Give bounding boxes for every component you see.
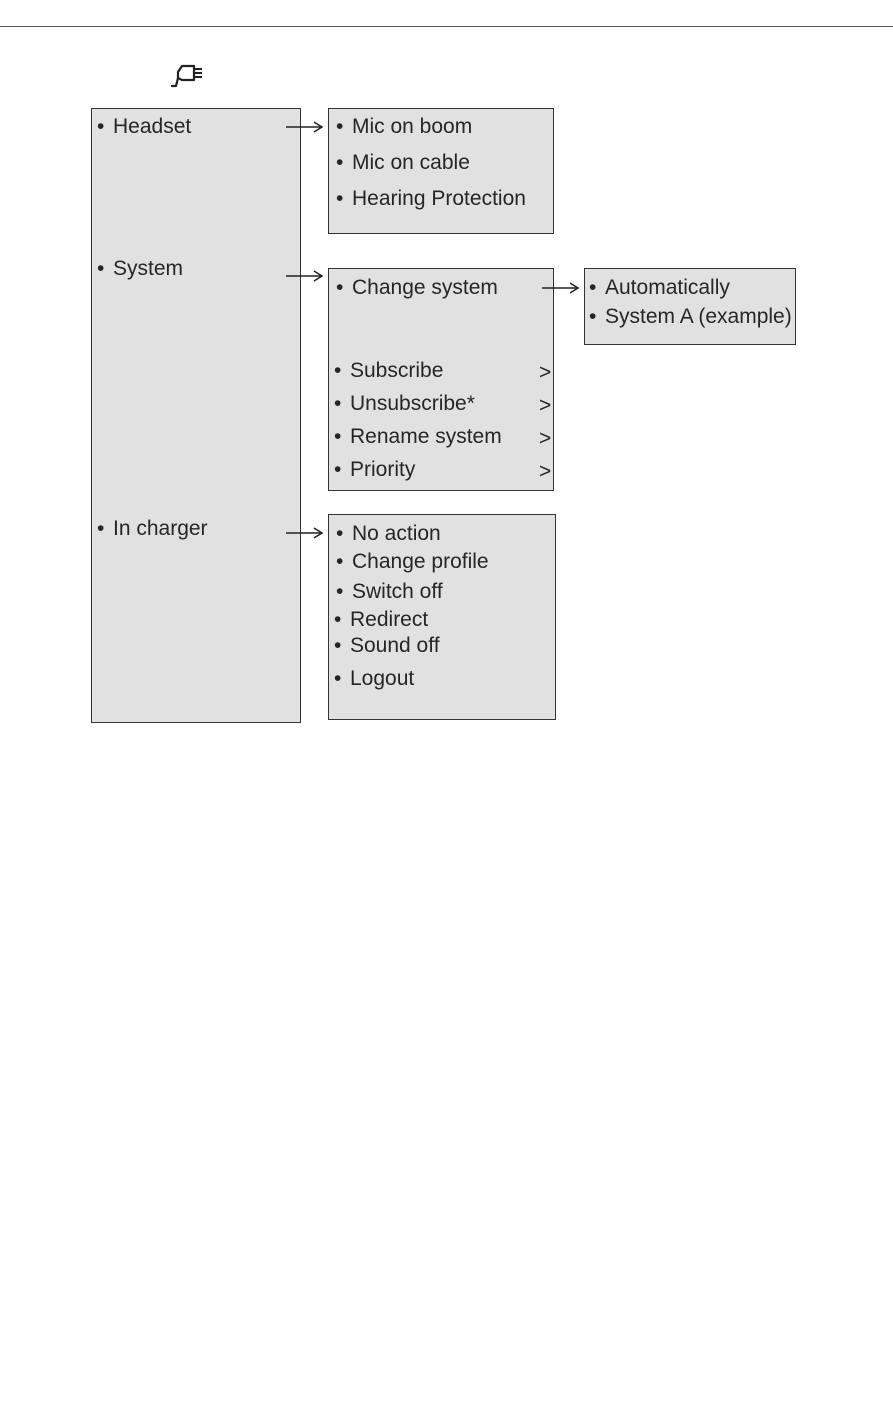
- submenu-item-mic-on-cable[interactable]: • Mic on cable: [336, 151, 470, 174]
- submenu-item-sound-off[interactable]: • Sound off: [334, 634, 440, 657]
- chevron-right-icon: >: [539, 394, 552, 417]
- main-menu-box: [91, 108, 301, 723]
- arrow-right-icon: [286, 525, 326, 541]
- menu-item-label: System: [113, 257, 184, 280]
- submenu-item-change-system[interactable]: • Change system: [336, 276, 498, 299]
- menu-item-system[interactable]: • System: [97, 257, 184, 280]
- plug-charger-icon: [170, 60, 208, 90]
- chevron-right-icon: >: [539, 427, 552, 450]
- menu-item-label: In charger: [113, 517, 208, 540]
- submenu-item-unsubscribe[interactable]: • Unsubscribe*: [334, 392, 475, 415]
- submenu-item-rename-system[interactable]: • Rename system: [334, 425, 502, 448]
- submenu-item-redirect[interactable]: • Redirect: [334, 608, 429, 631]
- submenu-item-mic-on-boom[interactable]: • Mic on boom: [336, 115, 473, 138]
- submenu-item-hearing-protection[interactable]: • Hearing Protection: [336, 187, 526, 210]
- submenu-item-system-a-example[interactable]: • System A (example): [589, 305, 792, 328]
- submenu-item-no-action[interactable]: • No action: [336, 522, 441, 545]
- submenu-item-switch-off[interactable]: • Switch off: [336, 580, 443, 603]
- submenu-item-subscribe[interactable]: • Subscribe: [334, 359, 444, 382]
- menu-item-label: Headset: [113, 115, 192, 138]
- submenu-item-priority[interactable]: • Priority: [334, 458, 416, 481]
- submenu-item-automatically[interactable]: • Automatically: [589, 276, 730, 299]
- header-rule: [0, 26, 893, 27]
- arrow-right-icon: [542, 280, 582, 296]
- submenu-item-logout[interactable]: • Logout: [334, 667, 415, 690]
- menu-item-in-charger[interactable]: • In charger: [97, 517, 208, 540]
- menu-item-headset[interactable]: • Headset: [97, 115, 192, 138]
- arrow-right-icon: [286, 119, 326, 135]
- chevron-right-icon: >: [539, 460, 552, 483]
- chevron-right-icon: >: [539, 361, 552, 384]
- arrow-right-icon: [286, 268, 326, 284]
- submenu-item-change-profile[interactable]: • Change profile: [336, 550, 489, 573]
